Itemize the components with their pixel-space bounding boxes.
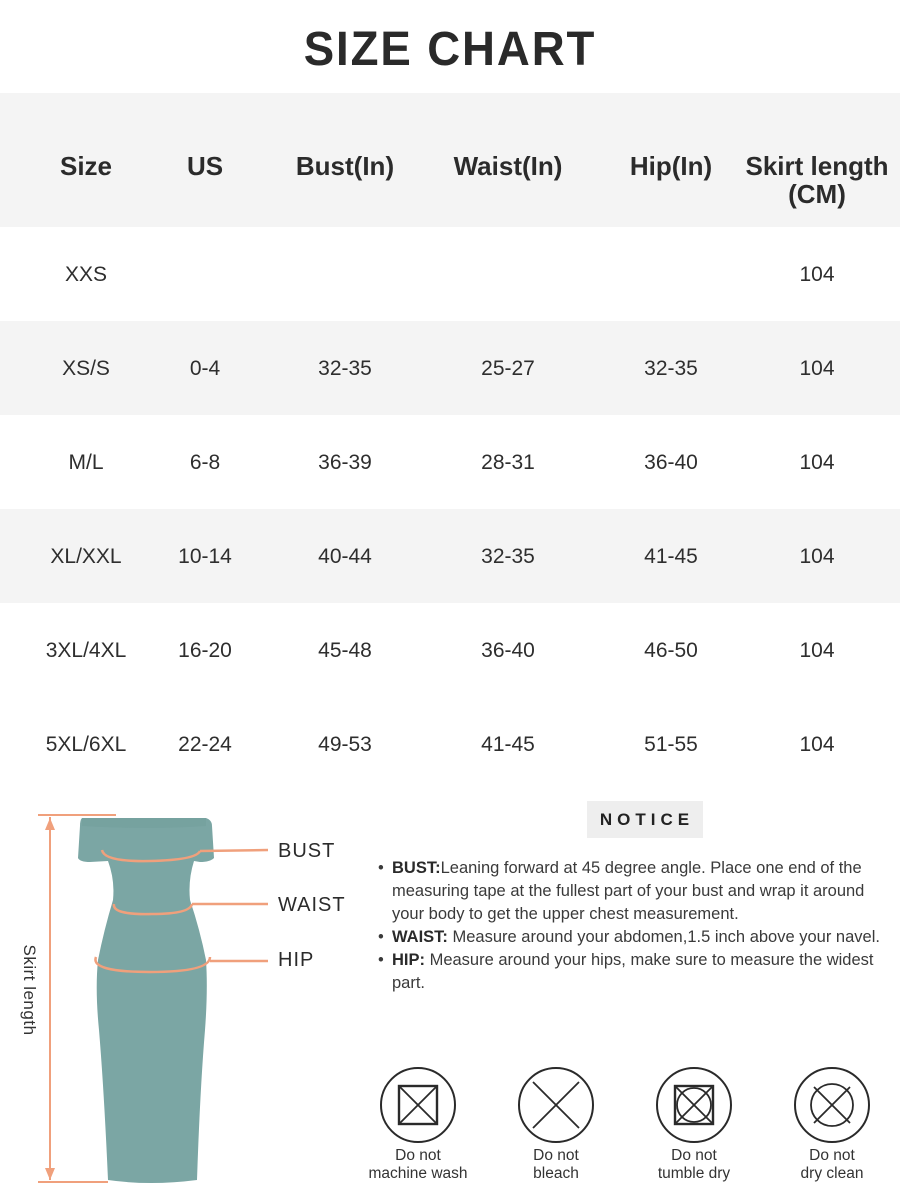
care-item-no-machine-wash (348, 1066, 488, 1183)
cell-size: M/L (68, 451, 104, 474)
cell-bust: 36-39 (318, 451, 372, 474)
care-item-no-dry-clean (762, 1066, 900, 1183)
notice-item-label: WAIST: (392, 928, 448, 946)
skirt-length-label: Skirt length (20, 944, 39, 1036)
cell-skirt: 104 (799, 733, 835, 756)
no-dry-clean-icon (793, 1066, 871, 1144)
cell-hip: 46-50 (644, 639, 698, 662)
notice-item-text: Leaning forward at 45 degree angle. Place one end of the measuring tape at the fullest part of your bust and wrap it around your body to get the upper chest measurement. (392, 859, 865, 923)
table-row (0, 227, 900, 321)
table-header-row (0, 93, 900, 227)
cell-size: XXS (64, 263, 108, 286)
care-label-line1: Do not (395, 1147, 441, 1164)
cell-hip: 36-40 (644, 451, 698, 474)
waist-label: WAIST (278, 894, 346, 916)
care-label-line2: dry clean (800, 1165, 864, 1182)
notice-item-hip (378, 949, 888, 995)
cell-skirt: 104 (799, 357, 835, 380)
table-row (0, 415, 900, 509)
column-header-bust: Bust(In) (295, 151, 395, 181)
size-table (0, 93, 900, 791)
page-title: SIZE CHART (303, 23, 597, 76)
care-item-no-tumble-dry (624, 1066, 764, 1183)
no-bleach-icon (517, 1066, 595, 1144)
cell-skirt: 104 (799, 263, 835, 286)
cell-us: 10-14 (178, 545, 232, 568)
cell-skirt: 104 (799, 639, 835, 662)
cell-skirt: 104 (799, 451, 835, 474)
cell-bust: 40-44 (318, 545, 372, 568)
cell-us: 0-4 (189, 357, 221, 380)
bullet: • (378, 928, 384, 946)
cell-hip: 32-35 (644, 357, 698, 380)
bust-label: BUST (278, 840, 336, 862)
cell-waist: 36-40 (481, 639, 535, 662)
table-row (0, 603, 900, 697)
column-header-hip: Hip(In) (629, 151, 713, 181)
care-item-no-bleach (486, 1066, 626, 1183)
care-label-line2: machine wash (368, 1165, 468, 1182)
notice-item-waist (378, 926, 888, 949)
cell-us: 22-24 (178, 733, 232, 756)
notice-list (378, 857, 888, 995)
cell-hip: 41-45 (644, 545, 698, 568)
notice-heading: NOTICE (587, 801, 703, 838)
cell-us: 16-20 (178, 639, 232, 662)
cell-waist: 28-31 (481, 451, 535, 474)
dress-illustration (78, 818, 214, 1183)
no-tumble-dry-icon (655, 1066, 733, 1144)
hip-label: HIP (278, 949, 315, 971)
cell-waist: 25-27 (481, 357, 535, 380)
table-row (0, 509, 900, 603)
notice-item-label: HIP: (392, 951, 425, 969)
care-label (486, 1147, 626, 1183)
cell-size: XS/S (62, 357, 110, 380)
care-label (624, 1147, 764, 1183)
cell-size: 5XL/6XL (45, 733, 127, 756)
no-machine-wash-icon (379, 1066, 457, 1144)
cell-size: 3XL/4XL (45, 639, 127, 662)
table-row (0, 321, 900, 415)
notice-item-label: BUST: (392, 859, 441, 877)
column-header-skirt-length-line1: Skirt length (745, 151, 889, 181)
column-header-size: Size (59, 151, 113, 181)
column-header-skirt-length (745, 152, 888, 208)
cell-us: 6-8 (189, 451, 221, 474)
care-label-line2: tumble dry (657, 1165, 731, 1182)
cell-hip: 51-55 (644, 733, 698, 756)
notice-item-text: Measure around your hips, make sure to measure the widest part. (392, 951, 874, 992)
care-label-line1: Do not (809, 1147, 855, 1164)
cell-bust: 45-48 (318, 639, 372, 662)
care-label-line1: Do not (671, 1147, 717, 1164)
notice-item-text: Measure around your abdomen,1.5 inch above your navel. (447, 928, 880, 946)
cell-bust: 49-53 (318, 733, 372, 756)
table-row (0, 697, 900, 791)
cell-skirt: 104 (799, 545, 835, 568)
bullet: • (378, 859, 384, 877)
care-label (762, 1147, 900, 1183)
care-label (348, 1147, 488, 1183)
column-header-us: US (186, 151, 224, 181)
cell-waist: 32-35 (481, 545, 535, 568)
notice-item-bust (378, 857, 888, 926)
care-label-line1: Do not (533, 1147, 579, 1164)
care-label-line2: bleach (533, 1165, 579, 1182)
cell-bust: 32-35 (318, 357, 372, 380)
cell-waist: 41-45 (481, 733, 535, 756)
cell-size: XL/XXL (50, 545, 122, 568)
column-header-skirt-length-line2: (CM) (788, 179, 846, 209)
column-header-waist: Waist(In) (453, 151, 563, 181)
bullet: • (378, 951, 384, 969)
